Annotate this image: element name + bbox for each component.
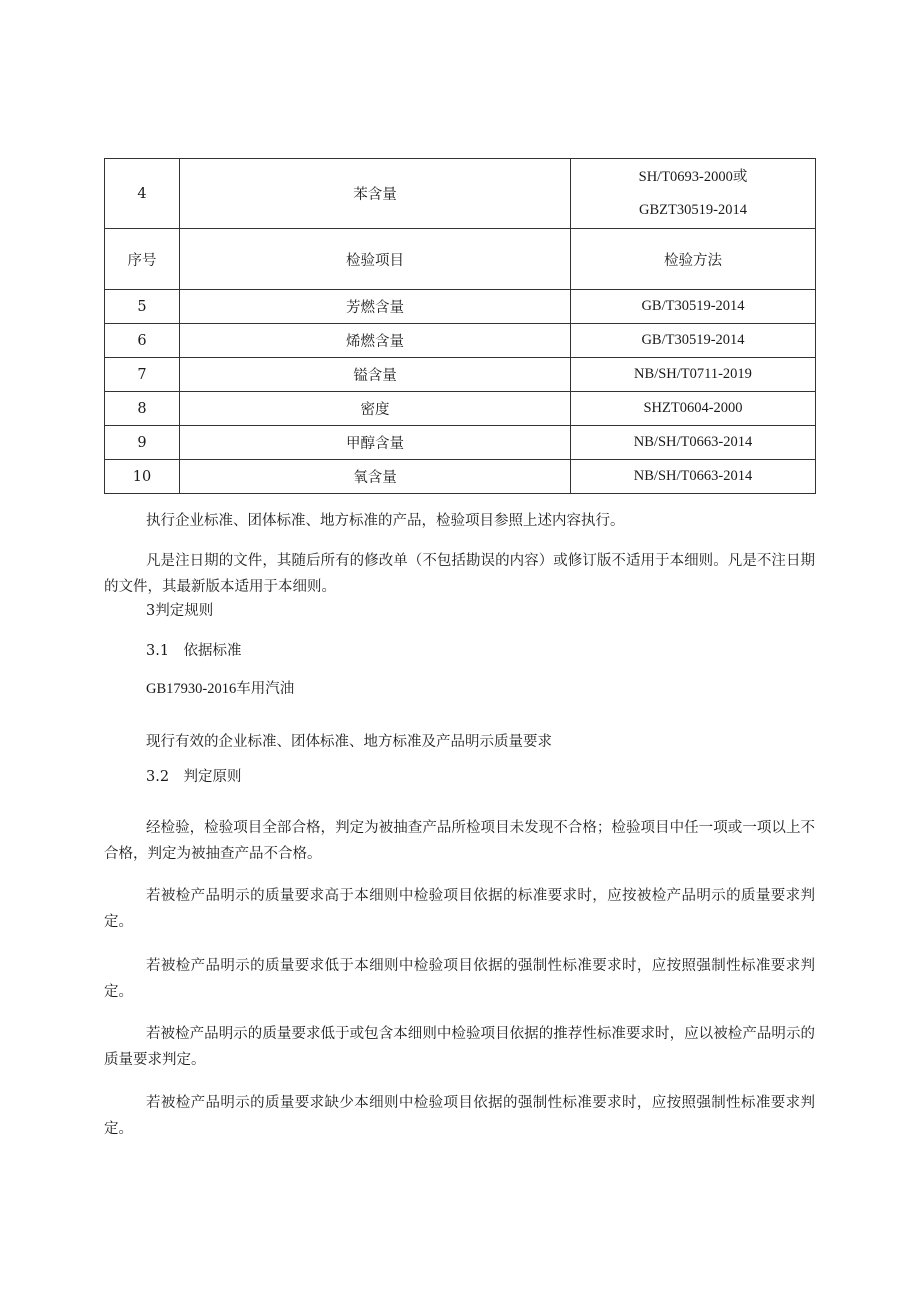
row-number: 4 — [105, 159, 180, 229]
paragraph-higher-requirement: 若被检产品明示的质量要求高于本细则中检验项目依据的标准要求时，应按被检产品明示的质量要求判定。 — [104, 888, 815, 930]
paragraph-recommended-standard: 若被检产品明示的质量要求低于或包含本细则中检验项目依据的推荐性标准要求时，应以被检产品明示的质量要求判定。 — [104, 1026, 815, 1068]
row-method: NB/SH/T0711-2019 — [571, 358, 816, 392]
row-item: 密度 — [180, 392, 571, 426]
row-item: 苯含量 — [180, 159, 571, 229]
table-row — [105, 426, 816, 460]
table-row — [105, 358, 816, 392]
row-number: 6 — [105, 324, 180, 358]
standard-reference-2: 现行有效的企业标准、团体标准、地方标准及产品明示质量要求 — [146, 734, 552, 750]
standard-reference: GB17930-2016车用汽油 — [146, 681, 295, 697]
row-number: 5 — [105, 290, 180, 324]
method-line-2: GBZT30519-2014 — [639, 201, 747, 218]
row-number: 8 — [105, 392, 180, 426]
row-item: 氧含量 — [180, 460, 571, 494]
inspection-methods-table — [104, 158, 816, 494]
row-item: 烯燃含量 — [180, 324, 571, 358]
section-heading-3-2: 3.2 判定原则 — [146, 769, 242, 785]
table-row — [105, 324, 816, 358]
row-method — [571, 159, 816, 229]
paragraph-execution-note: 执行企业标准、团体标准、地方标准的产品，检验项目参照上述内容执行。 — [146, 513, 625, 529]
row-method: NB/SH/T0663-2014 — [571, 460, 816, 494]
section-heading-3-1: 3.1 依据标准 — [146, 643, 242, 659]
row-item: 芳燃含量 — [180, 290, 571, 324]
row-item: 镒含量 — [180, 358, 571, 392]
row-method: NB/SH/T0663-2014 — [571, 426, 816, 460]
header-number: 序号 — [105, 229, 180, 290]
row-number: 9 — [105, 426, 180, 460]
row-method: GB/T30519-2014 — [571, 290, 816, 324]
row-number: 10 — [105, 460, 180, 494]
paragraph-dated-documents: 凡是注日期的文件，其随后所有的修改单（不包括勘误的内容）或修订版不适用于本细则。凡是不注日期的文件，其最新版本适用于本细则。 — [104, 553, 815, 595]
header-item: 检验项目 — [180, 229, 571, 290]
table-header-row — [105, 229, 816, 290]
table-row — [105, 392, 816, 426]
header-method: 检验方法 — [571, 229, 816, 290]
table-row — [105, 159, 816, 229]
table-row — [105, 290, 816, 324]
paragraph-judgement-principle: 经检验，检验项目全部合格，判定为被抽查产品所检项目未发现不合格；检验项目中任一项或一项以上不合格，判定为被抽查产品不合格。 — [104, 820, 815, 862]
table-row — [105, 460, 816, 494]
paragraph-lower-mandatory: 若被检产品明示的质量要求低于本细则中检验项目依据的强制性标准要求时，应按照强制性标准要求判定。 — [104, 958, 815, 1000]
section-heading-3: 3判定规则 — [146, 603, 214, 619]
row-number: 7 — [105, 358, 180, 392]
row-method: SHZT0604-2000 — [571, 392, 816, 426]
method-line-1: SH/T0693-2000或 — [638, 168, 748, 185]
row-item: 甲醇含量 — [180, 426, 571, 460]
paragraph-missing-mandatory: 若被检产品明示的质量要求缺少本细则中检验项目依据的强制性标准要求时，应按照强制性标准要求判定。 — [104, 1095, 815, 1137]
row-method: GB/T30519-2014 — [571, 324, 816, 358]
